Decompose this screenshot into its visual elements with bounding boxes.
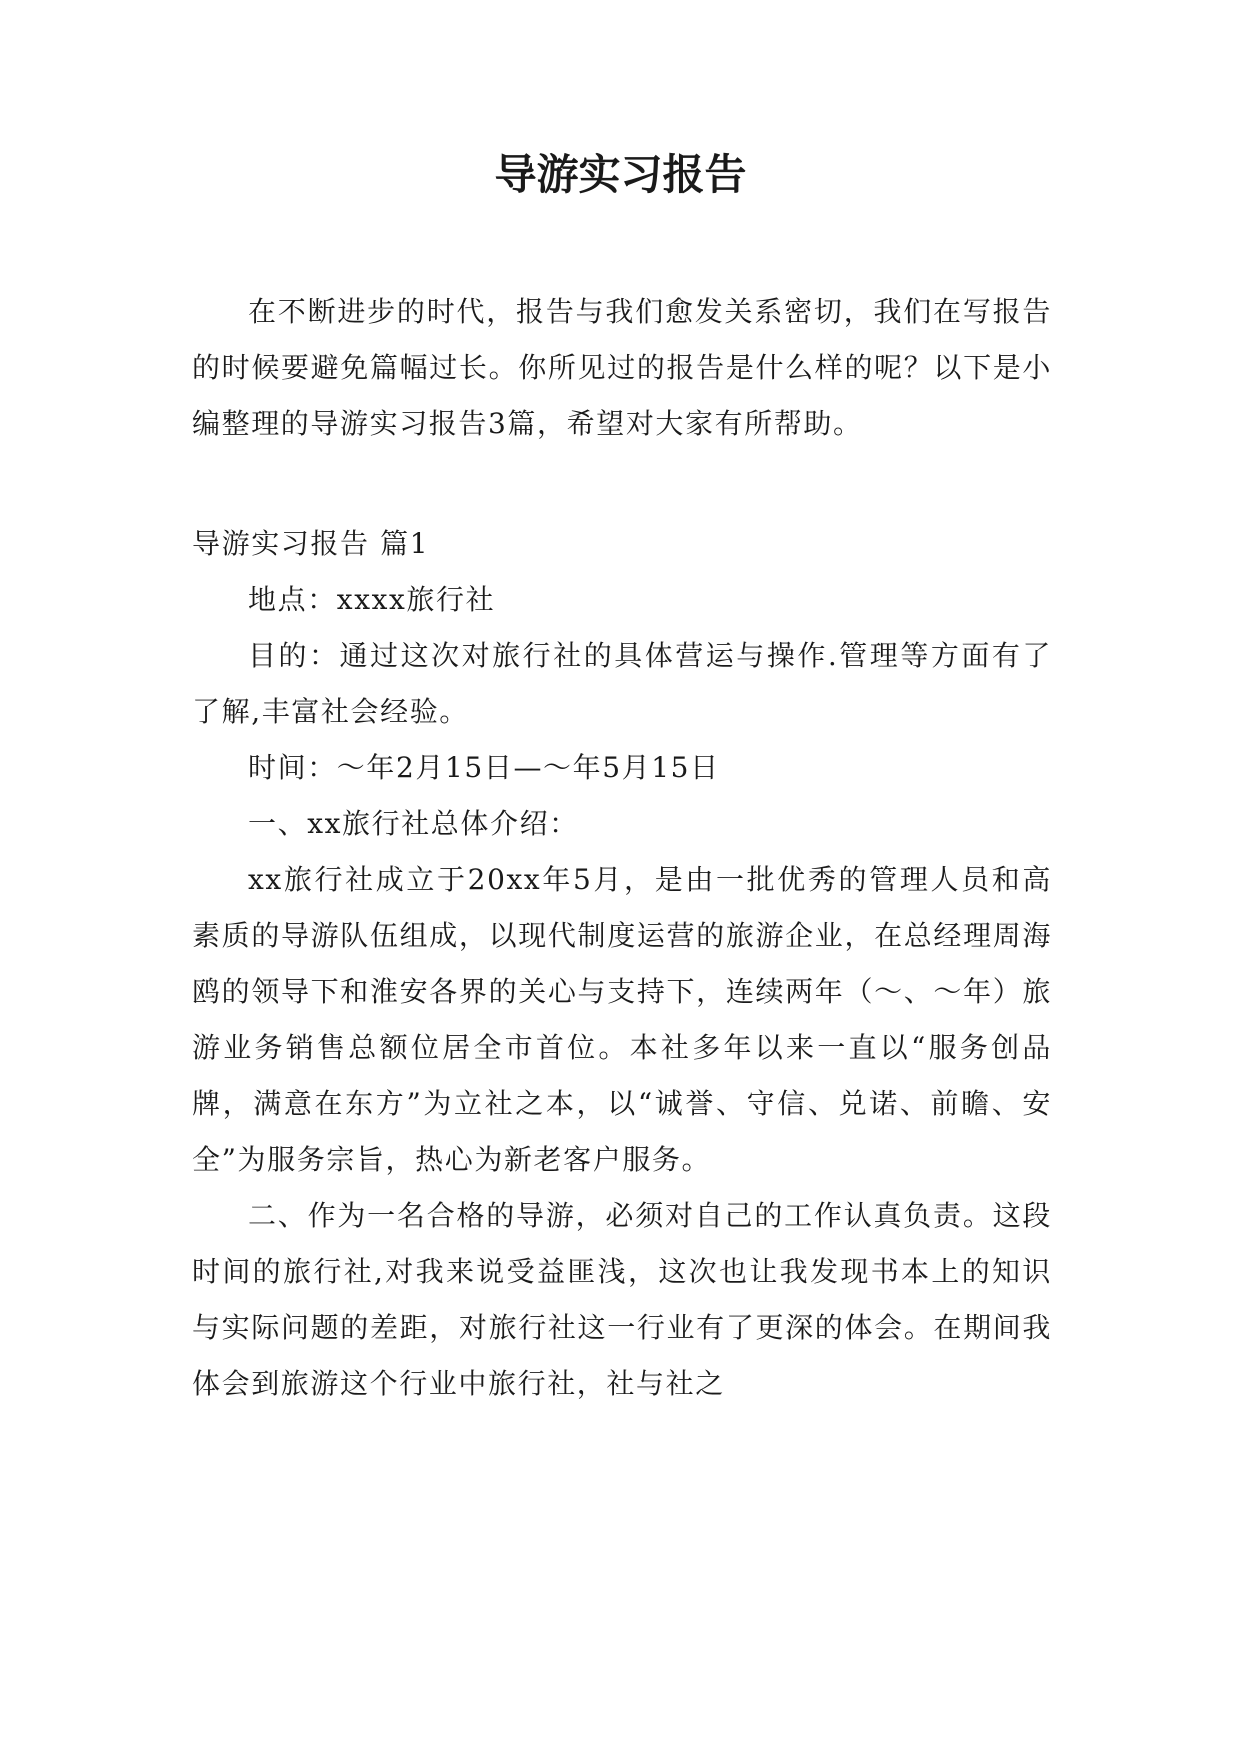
purpose-paragraph: 目的：通过这次对旅行社的具体营运与操作.管理等方面有了了解,丰富社会经验。 — [192, 639, 1052, 728]
section-heading: 导游实习报告 篇1 — [192, 527, 430, 560]
document-title: 导游实习报告 — [494, 150, 747, 199]
location-line: 地点：xxxx旅行社 — [248, 583, 496, 616]
document-body — [192, 284, 1052, 1412]
part1-heading: 一、xx旅行社总体介绍： — [248, 807, 579, 840]
part1-paragraph: xx旅行社成立于20xx年5月，是由一批优秀的管理人员和高素质的导游队伍组成，以现代制度运营的旅游企业，在总经理周海鸥的领导下和淮安各界的关心与支持下，连续两年（～、～年）旅游业务销售总额位居全市首位。本社多年以来一直以“服务创品牌，满意在东方”为立社之本，以“诚誉、守信、兑诺、前瞻、安全”为服务宗旨，热心为新老客户服务。 — [192, 863, 1052, 1176]
part2-paragraph: 二、作为一名合格的导游，必须对自己的工作认真负责。这段时间的旅行社,对我来说受益匪浅，这次也让我发现书本上的知识与实际问题的差距，对旅行社这一行业有了更深的体会。在期间我体会到旅游这个行业中旅行社，社与社之 — [192, 1199, 1052, 1400]
intro-paragraph: 在不断进步的时代，报告与我们愈发关系密切，我们在写报告的时候要避免篇幅过长。你所见过的报告是什么样的呢？以下是小编整理的导游实习报告3篇，希望对大家有所帮助。 — [192, 295, 1052, 440]
time-line: 时间：～年2月15日—～年5月15日 — [248, 751, 720, 784]
